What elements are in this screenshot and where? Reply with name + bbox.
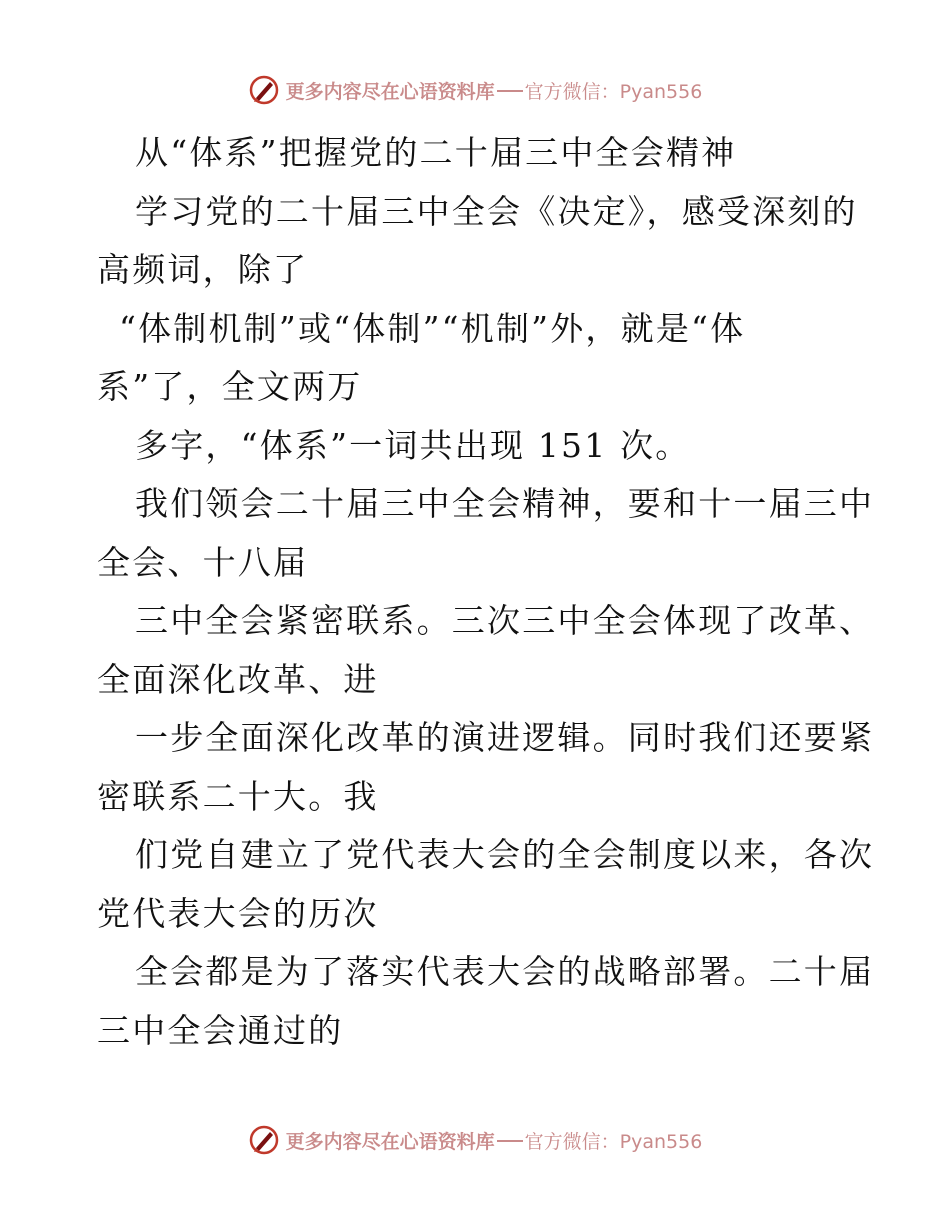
footer-wechat-text: 官方微信：Pyan556: [524, 1130, 703, 1153]
footer-brand-text: 更多内容尽在心语资料库: [285, 1130, 495, 1153]
paragraph-line: 我们领会二十届三中全会精神，要和十一届三中: [135, 484, 875, 523]
paragraph-line: 三中全会紧密联系。三次三中全会体现了改革、: [135, 601, 875, 640]
paragraph-line: 三中全会通过的: [97, 1010, 344, 1050]
footer-dash: [497, 1140, 523, 1142]
paragraph-line: 全面深化改革、进: [97, 659, 379, 699]
paragraph-line: 学习党的二十届三中全会《决定》，感受深刻的: [135, 191, 858, 231]
paragraph-line: “体制机制”或“体制”“机制”外，就是“体: [119, 308, 746, 348]
quill-pen-logo-icon: [248, 1124, 280, 1156]
paragraph-line: 们党自建立了党代表大会的全会制度以来，各次: [135, 835, 875, 874]
paragraph-line: 全会都是为了落实代表大会的战略部署。二十届: [135, 952, 875, 991]
header-banner: [0, 72, 950, 108]
paragraph-line: 高频词，除了: [97, 250, 309, 289]
paragraph-line: 密联系二十大。我: [97, 776, 379, 816]
paragraph-line: 系”了，全文两万: [97, 367, 363, 406]
quill-pen-logo-icon: [248, 74, 280, 106]
paragraph-line: 多字，“体系”一词共出现 151 次。: [135, 425, 691, 465]
header-dash: [497, 90, 523, 92]
header-wechat-text: 官方微信：Pyan556: [524, 80, 703, 103]
document-body: [97, 124, 875, 1060]
document-title: 从“体系”把握党的二十届三中全会精神: [135, 133, 737, 172]
header-brand-text: 更多内容尽在心语资料库: [285, 80, 495, 103]
paragraph-line: 全会、十八届: [97, 542, 309, 582]
paragraph-line: 一步全面深化改革的演进逻辑。同时我们还要紧: [135, 718, 875, 757]
footer-banner: [0, 1122, 950, 1158]
paragraph-line: 党代表大会的历次: [97, 893, 379, 933]
